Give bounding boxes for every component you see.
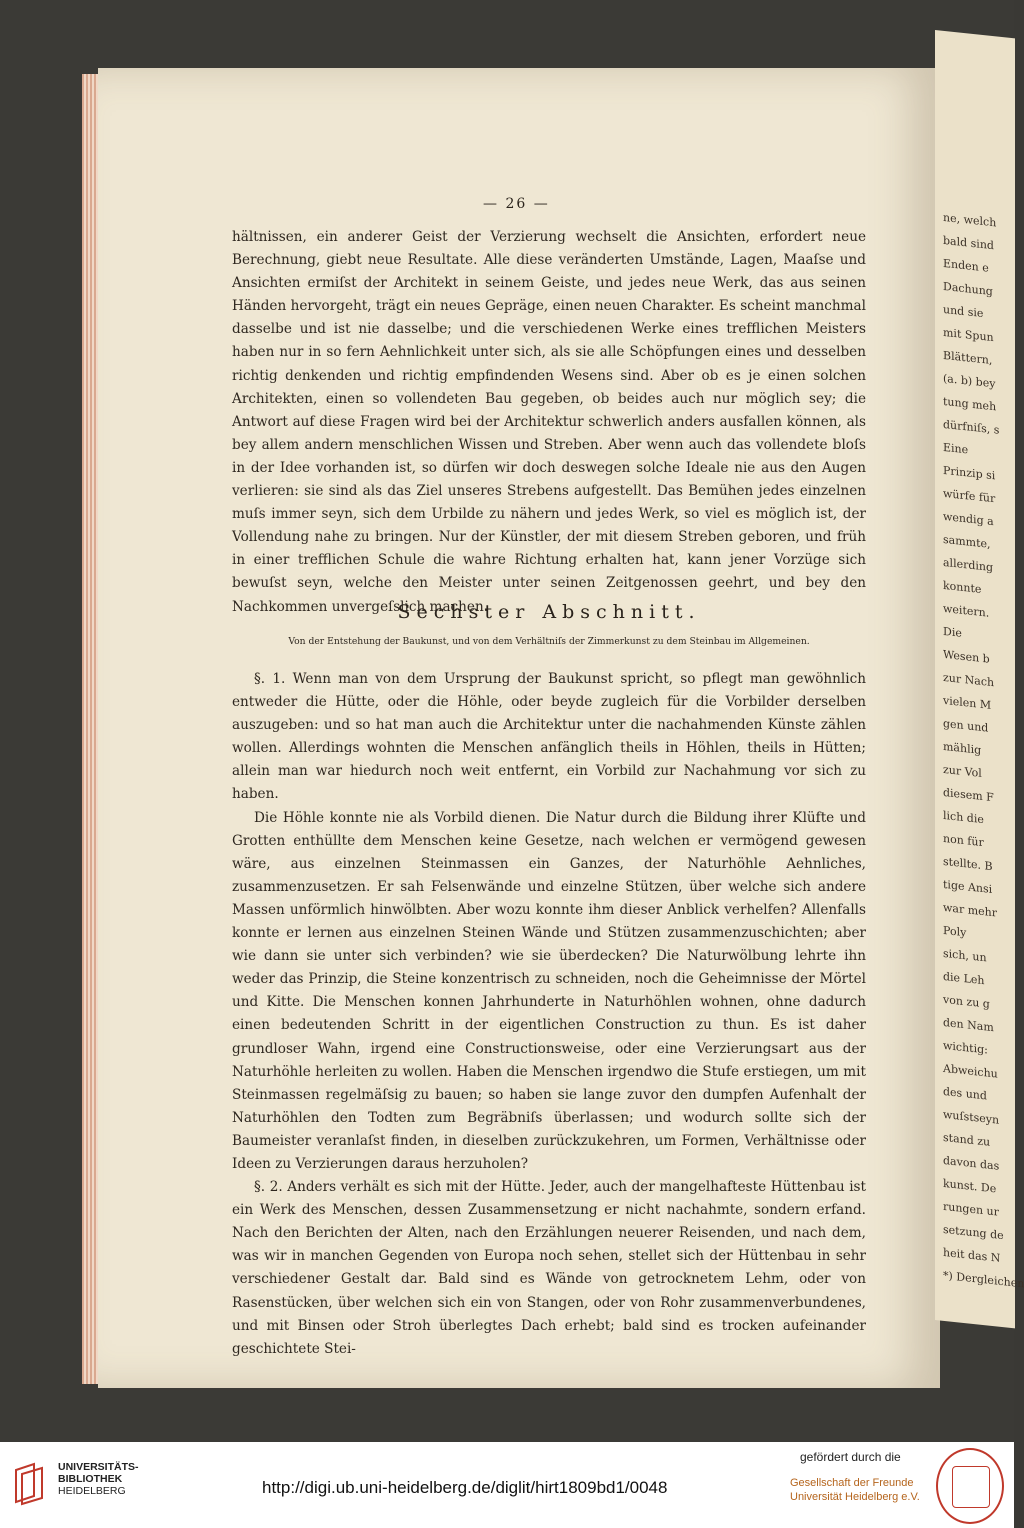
next-page-fragment: von zu g — [943, 992, 990, 1011]
next-page-fragment: vielen M — [943, 693, 992, 712]
next-page-fragment: zur Vol — [943, 762, 982, 780]
next-page-fragment: den Nam — [943, 1015, 994, 1035]
paragraph-3: §. 2. Anders verhält es sich mit der Hütte. Jeder, auch der mangelhafteste Hüttenbau ist ein Werk des Menschen, dessen Zusammensetzung er nicht nachahmte, sondern erfand. Nach den Berichten der Alten, nach den Erzählungen neuerer Reisenden, und nach dem, was wir in manchen Gegenden von Europa noch sehen, stellet sich der Hüttenbau in sehr verschiedener Gestalt dar. Bald sind es Wände von getrocknetem Lehm, oder von Rasenstücken, über welchen sich ein von Stangen, oder von Rohr zusammenverbundenes, und mit Binsen oder Stroh überlegtes Dach erhebt; bald sind es trocken aufeinander geschichtete Stei- — [232, 1179, 866, 1357]
body-text — [232, 668, 866, 1361]
next-page-fragment: wendig a — [943, 509, 994, 529]
next-page-fragment: und sie — [943, 302, 984, 321]
next-page-fragment: bald sind — [943, 233, 994, 253]
next-page-fragment: kunst. De — [943, 1176, 997, 1196]
next-page-fragment: setzung de — [943, 1222, 1004, 1243]
next-page-fragment: davon das — [943, 1153, 1000, 1173]
next-page-fragment: tung meh — [943, 394, 997, 414]
society-name: Gesellschaft der Freunde Universität Heidelberg e.V. — [790, 1477, 920, 1503]
next-page-fragment: sammte, — [943, 532, 991, 551]
next-page-fragment: heit das N — [943, 1245, 1001, 1265]
next-page-fragment: *) Dergleichen — [943, 1268, 1024, 1291]
next-page-fragment: dürfniſs, s — [943, 417, 1000, 437]
paragraph-continued: hältnissen, ein anderer Geist der Verzierung wechselt die Ansichten, erfordert neue Berechnung, giebt neue Resultate. Alle diese veränderten Umstände, Lagen, Maaſse und Ansichten ermiſst der Architekt in seinem Geiste, und jedes neue Werk, das aus seinen Händen hervorgeht, trägt ein neues Gepräge, einen neuen Charakter. Es scheint manchmal dasselbe und ist nie dasselbe; und die verschiedenen Werke eines trefflichen Meisters haben nur in so fern Aehnlichkeit unter sich, als sie alle Schöpfungen eines und desselben richtig denkenden und richtig empfindenden Wesens sind. Aber ob es je einen solchen Architekten, einen so vollendeten Bau gegeben, ob beides auch nur möglich sey; die Antwort auf diese Fragen wird bei der Architektur schwerlich anders ausfallen können, als bey allem andern menschlichen Wissen und Streben. Aber wenn auch das vollendete bloſs in der Idee vorhanden ist, so dürfen wir doch deswegen solche Ideale nie aus den Augen verlieren: sie sind als das Ziel unseres Strebens aufgestellt. Das Bemühen jedes einzelnen muſs immer seyn, sich dem Urbilde zu nähern und jedes Werk, so viel es möglich ist, der Vollendung nahe zu bringen. Nur der Künstler, der mit diesem Streben geboren, und früh in einer trefflichen Schule die wahre Richtung erhalten hat, kann jener Vorzüge sich bewuſst seyn, welche den Meister unter seinen Zeitgenossen geehrt, und bey den Nachkommen unvergeſslich machen. — [232, 229, 866, 615]
footer-bar — [0, 1442, 1014, 1528]
next-page-fragment: konnte — [943, 578, 982, 596]
next-page-fragment: Blättern, — [943, 348, 993, 368]
section-subtitle: Von der Entstehung der Baukunst, und von dem Verhältniſs der Zimmerkunst zu dem Steinbau im Allgemeinen. — [288, 636, 810, 647]
next-page-fragment: Poly — [943, 923, 967, 940]
next-page-fragment: stand zu — [943, 1130, 991, 1149]
next-page-fragment: war mehr — [943, 900, 998, 920]
next-page-fragment: wichtig: — [943, 1038, 988, 1057]
library-logo-icon — [12, 1460, 48, 1506]
next-page-fragment: Enden e — [943, 256, 989, 275]
next-page-fragment: stellte. B — [943, 854, 993, 874]
next-page-fragment: Abweichu — [943, 1061, 998, 1081]
page-number: — 26 — — [483, 196, 550, 212]
section-title: Sechster Abschnitt. — [397, 601, 701, 623]
next-page-fragment: Wesen b — [943, 647, 990, 666]
next-page-fragment: non für — [943, 831, 984, 850]
next-page-fragment: rungen ur — [943, 1199, 999, 1219]
next-page-fragment: des und — [943, 1084, 987, 1103]
next-page-fragment: die Leh — [943, 969, 985, 988]
next-page-fragment: (a. b) bey — [943, 371, 996, 391]
next-page-fragment: Dachung — [943, 279, 993, 299]
institution-name: UNIVERSITÄTS- BIBLIOTHEK HEIDELBERG — [58, 1461, 139, 1497]
next-page-fragment: wuſstseyn — [943, 1107, 1000, 1127]
next-page-fragment: mit Spun — [943, 325, 994, 345]
funded-by-label: gefördert durch die — [800, 1450, 901, 1464]
next-page-fragment: diesem F — [943, 785, 994, 805]
university-seal-icon — [936, 1448, 1004, 1524]
permalink-url[interactable]: http://digi.ub.uni-heidelberg.de/diglit/hirt1809bd1/0048 — [262, 1478, 668, 1497]
next-page-fragment: allerding — [943, 555, 994, 575]
next-page-fragment: sich, un — [943, 946, 987, 965]
next-page-fragment: Prinzip si — [943, 463, 996, 483]
next-page-fragment: ne, welch — [943, 210, 997, 230]
next-page-fragment: Eine — [943, 440, 969, 457]
paragraph-2: Die Höhle konnte nie als Vorbild dienen. Die Natur durch die Bildung ihrer Klüfte und Grotten enthüllte dem Menschen keine Gesetze, nach welchen er vermögend gewesen wäre, aus einzelnen Steinmassen ein Ganzes, der Naturhöhle Aehnliches, zusammenzusetzen. Er sah Felsenwände und einzelne Stützen, über welche sich andere Massen unförmlich hinwölbten. Aber wozu konnte ihm dieser Anblick verhelfen? Allenfalls konnte er lernen aus einzelnen Steinen Wände und Stützen zusammenzuschichten; aber wie dann sie unter sich verbinden? wie sie überdecken? Die Naturwölbung lehrte ihn weder das Prinzip, die Steine konzentrisch zu schneiden, noch die Geheimnisse der Mörtel und Kitte. Die Menschen konnen Jahrhunderte in Naturhöhlen wohnen, ohne dadurch einen bedeutenden Schritt in der eigentlichen Construction zu thun. Es ist daher grundloser Wahn, irgend eine Constructionsweise, oder eine Verzierungsart aus der Naturhöhle herleiten zu wollen. Haben die Menschen irgendwo die Stufe erstiegen, um mit Steinmassen regelmäſsig zu bauen; so haben sie lange zuvor den dumpfen Aufenhalt der Naturhöhlen den Todten zum Begräbniſs überlassen; und wodurch sollte sich der Baumeister veranlaſst finden, in dieselben zurückzukehren, um Formen, Verhältnisse oder Ideen zu Verzierungen daraus herzuholen? — [232, 809, 866, 1172]
next-page-fragment: würfe für — [943, 486, 996, 506]
next-page-edge — [935, 30, 1024, 1328]
next-page-fragment: mählig — [943, 739, 982, 757]
next-page-fragment: Die — [943, 624, 962, 640]
next-page-fragment: weitern. — [943, 601, 990, 620]
next-page-fragment: gen und — [943, 716, 989, 735]
paragraph-1: §. 1. Wenn man von dem Ursprung der Baukunst spricht, so pflegt man gewöhnlich entweder die Hütte, oder die Höhle, oder beyde zugleich für die Vorbilder derselben auszugeben: und so hat man auch die Architektur unter die nachahmenden Künste zählen wollen. Allerdings wohnten die Menschen anfänglich theils in Höhlen, theils in Hütten; allein man war hiedurch noch weit entfernt, ein Vorbild zur Nachahmung vor sich zu haben. — [232, 671, 866, 803]
next-page-fragment: zur Nach — [943, 670, 995, 690]
next-page-fragment: lich die — [943, 808, 984, 827]
next-page-fragment: tige Ansi — [943, 877, 993, 897]
